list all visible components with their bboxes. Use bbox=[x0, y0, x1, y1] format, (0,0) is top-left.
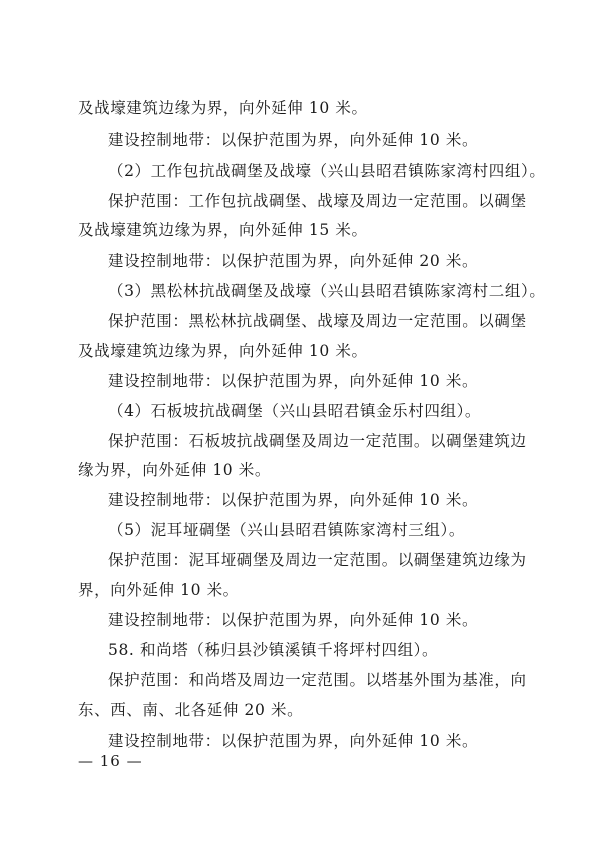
text-line-8: 保护范围：黑松林抗战碉堡、战壕及周边一定范围。以碉堡 bbox=[108, 312, 527, 330]
text-line-17: 界，向外延伸 10 米。 bbox=[78, 581, 239, 599]
text-line-15: （5）泥耳垭碉堡（兴山县昭君镇陈家湾村三组）。 bbox=[108, 521, 465, 539]
text-line-5: 及战壕建筑边缘为界，向外延伸 15 米。 bbox=[78, 221, 368, 239]
text-line-11: （4）石板坡抗战碉堡（兴山县昭君镇金乐村四组）。 bbox=[108, 402, 482, 420]
text-line-6: 建设控制地带：以保护范围为界，向外延伸 20 米。 bbox=[108, 252, 479, 270]
text-line-9: 及战壕建筑边缘为界，向外延伸 10 米。 bbox=[78, 342, 368, 360]
text-line-22: 建设控制地带：以保护范围为界，向外延伸 10 米。 bbox=[108, 732, 479, 750]
text-line-13: 缘为界，向外延伸 10 米。 bbox=[78, 461, 271, 479]
text-line-16: 保护范围：泥耳垭碉堡及周边一定范围。以碉堡建筑边缘为 bbox=[108, 551, 527, 569]
text-line-18: 建设控制地带：以保护范围为界，向外延伸 10 米。 bbox=[108, 611, 479, 629]
text-line-1: 及战壕建筑边缘为界，向外延伸 10 米。 bbox=[78, 99, 368, 117]
text-line-2: 建设控制地带：以保护范围为界，向外延伸 10 米。 bbox=[108, 131, 479, 149]
text-line-7: （3）黑松林抗战碉堡及战壕（兴山县昭君镇陈家湾村二组）。 bbox=[108, 282, 546, 300]
text-line-19: 58. 和尚塔（秭归县沙镇溪镇千将坪村四组）。 bbox=[108, 641, 439, 659]
page-number: — 16 — bbox=[78, 752, 143, 770]
text-line-3: （2）工作包抗战碉堡及战壕（兴山县昭君镇陈家湾村四组）。 bbox=[108, 162, 546, 180]
text-line-21: 东、西、南、北各延伸 20 米。 bbox=[78, 701, 304, 719]
text-line-10: 建设控制地带：以保护范围为界，向外延伸 10 米。 bbox=[108, 372, 479, 390]
text-line-20: 保护范围：和尚塔及周边一定范围。以塔基外围为基准，向 bbox=[108, 671, 527, 689]
text-line-4: 保护范围：工作包抗战碉堡、战壕及周边一定范围。以碉堡 bbox=[108, 192, 527, 210]
text-line-12: 保护范围：石板坡抗战碉堡及周边一定范围。以碉堡建筑边 bbox=[108, 432, 527, 450]
text-line-14: 建设控制地带：以保护范围为界，向外延伸 10 米。 bbox=[108, 491, 479, 509]
